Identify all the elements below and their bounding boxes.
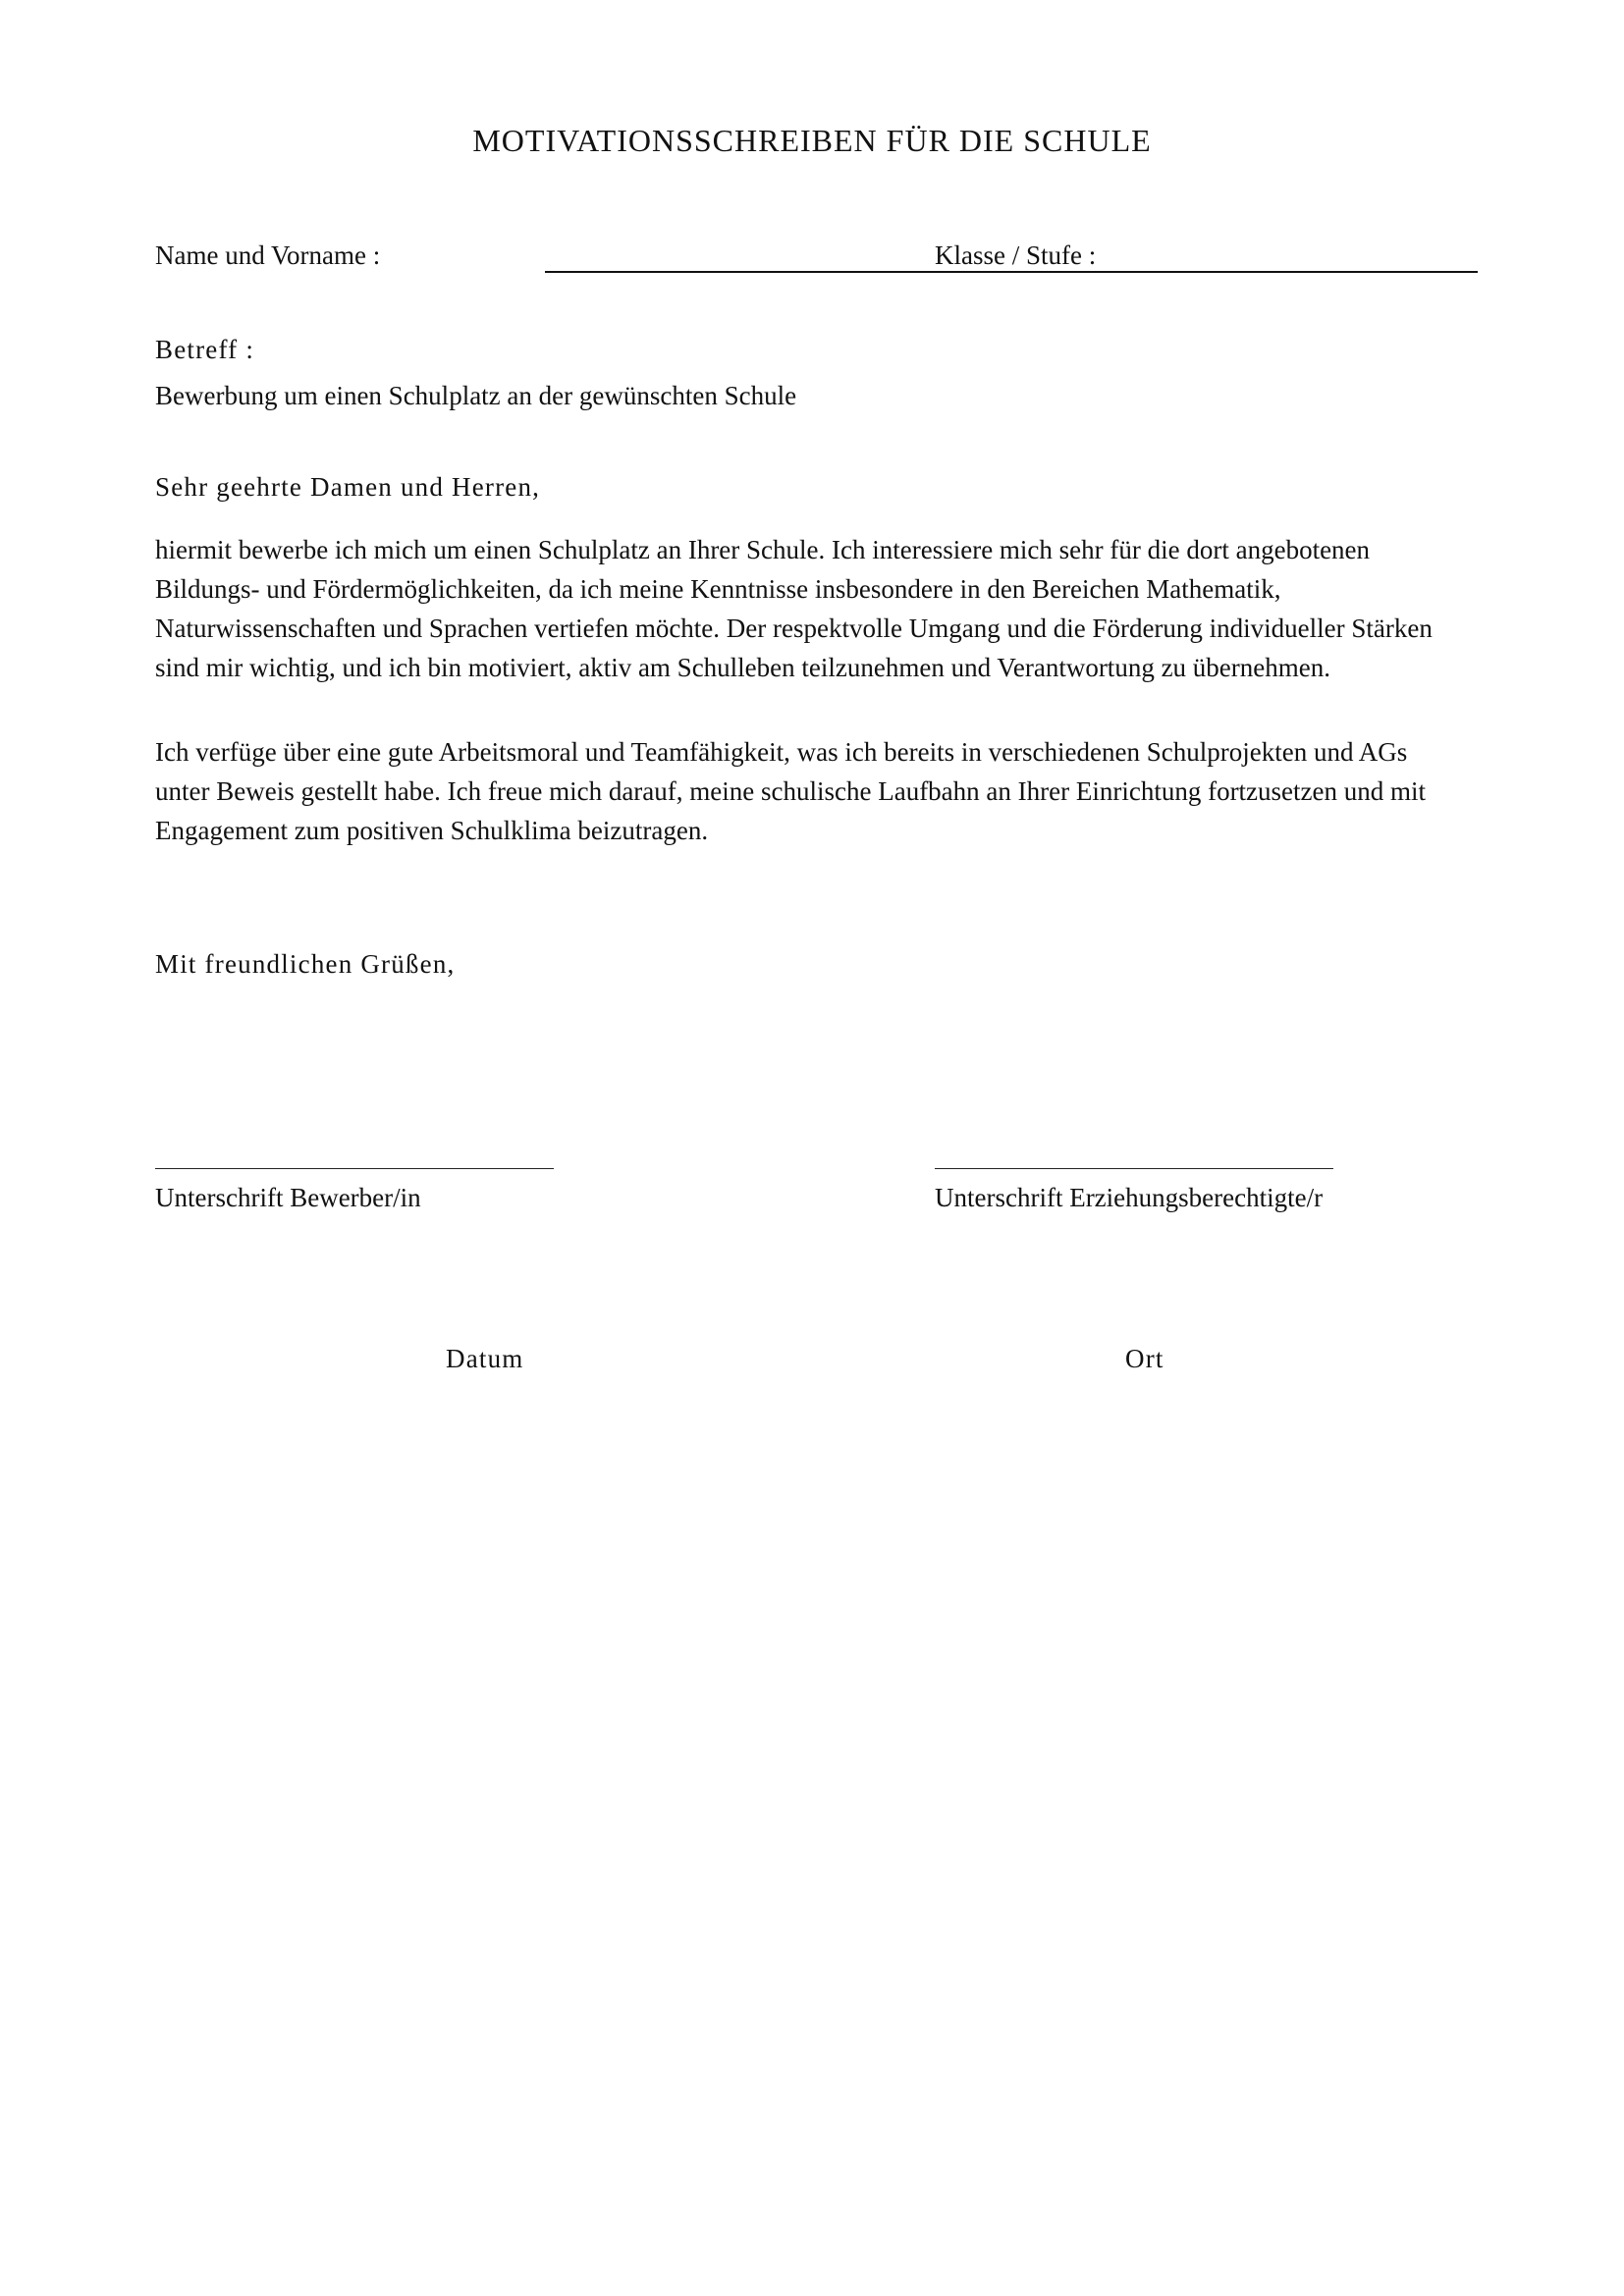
subject-label: Betreff :: [155, 335, 255, 364]
paragraph-2-line: Engagement zum positiven Schulklima beizutragen.: [155, 816, 709, 845]
place-label: Ort: [1125, 1344, 1164, 1373]
subject-text: Bewerbung um einen Schulplatz an der gewünschten Schule: [155, 381, 797, 410]
name-class-fill-line[interactable]: [545, 271, 1478, 273]
paragraph-1-line: Naturwissenschaften und Sprachen vertiefen möchte. Der respektvolle Umgang und die Förderung individueller Stärken: [155, 614, 1433, 643]
guardian-signature-label: Unterschrift Erziehungsberechtigte/r: [935, 1183, 1324, 1212]
salutation: Sehr geehrte Damen und Herren,: [155, 472, 541, 502]
paragraph-1-line: sind mir wichtig, und ich bin motiviert, aktiv am Schulleben teilzunehmen und Verantwortung zu übernehmen.: [155, 653, 1330, 682]
applicant-signature-line[interactable]: [155, 1168, 554, 1169]
paragraph-2: [155, 732, 1481, 850]
guardian-signature-line[interactable]: [935, 1168, 1333, 1169]
date-label: Datum: [446, 1344, 524, 1373]
paragraph-1-line: Bildungs- und Fördermöglichkeiten, da ich meine Kenntnisse insbesondere in den Bereichen Mathematik,: [155, 574, 1281, 604]
applicant-signature-label: Unterschrift Bewerber/in: [155, 1183, 421, 1212]
class-label: Klasse / Stufe :: [935, 240, 1097, 270]
paragraph-2-line: Ich verfüge über eine gute Arbeitsmoral und Teamfähigkeit, was ich bereits in verschiedenen Schulprojekten und AGs: [155, 737, 1408, 767]
paragraph-2-line: unter Beweis gestellt habe. Ich freue mich darauf, meine schulische Laufbahn an Ihrer Einrichtung fortzusetzen und mit: [155, 776, 1427, 806]
paragraph-1-line: hiermit bewerbe ich mich um einen Schulplatz an Ihrer Schule. Ich interessiere mich sehr für die dort angebotenen: [155, 535, 1371, 564]
closing: Mit freundlichen Grüßen,: [155, 949, 456, 979]
paragraph-1: [155, 530, 1481, 687]
document-title: MOTIVATIONSSCHREIBEN FÜR DIE SCHULE: [472, 123, 1152, 158]
name-label: Name und Vorname :: [155, 240, 381, 270]
